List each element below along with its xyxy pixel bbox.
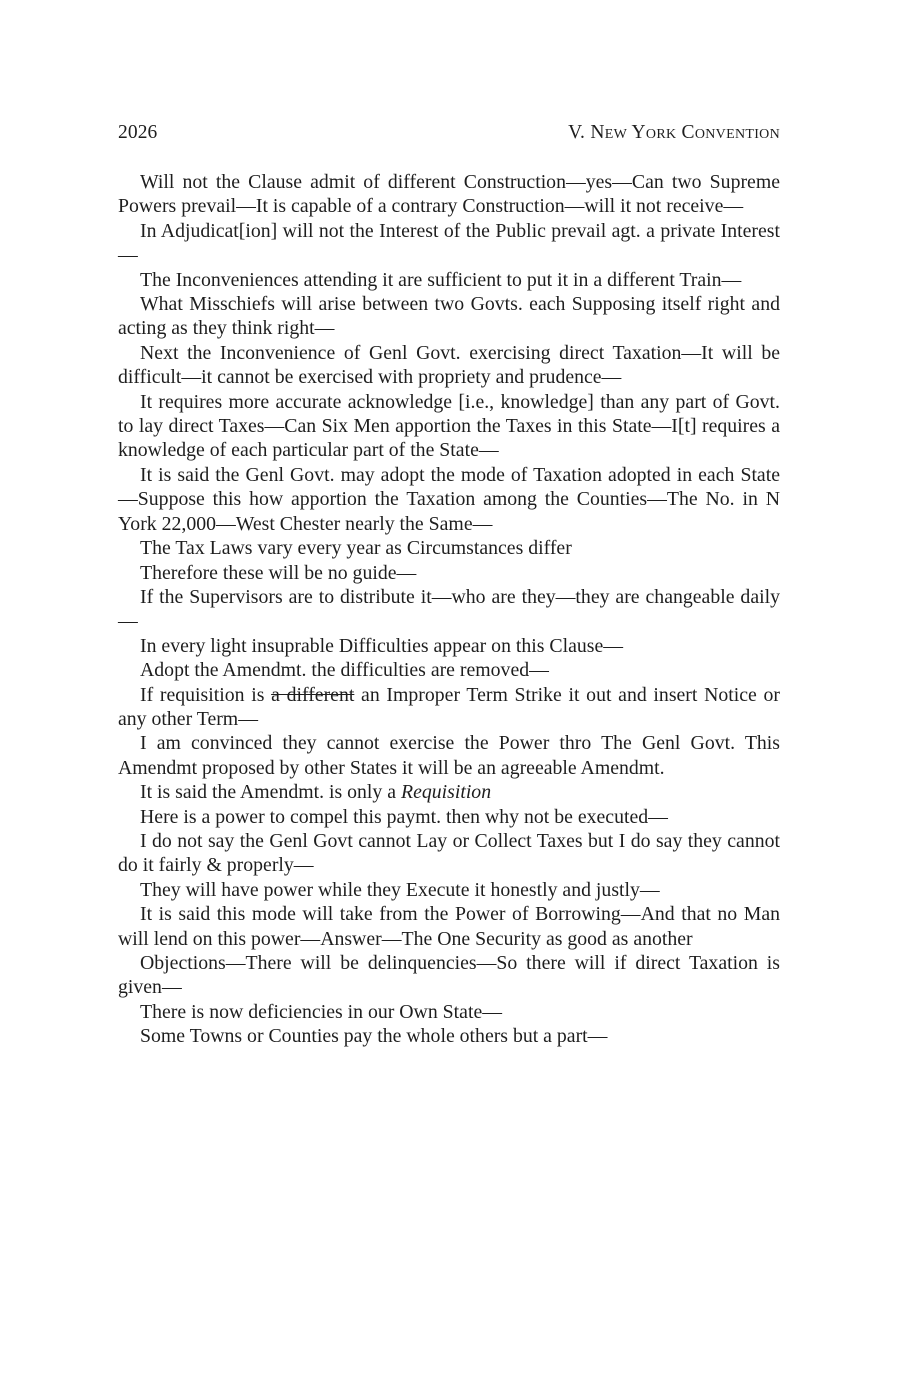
paragraph: In every light insuprable Difficulties appear on this Clause— [140,634,624,657]
paragraph: If the Supervisors are to distribute it—who are they—they are changeable daily— [118,585,780,633]
paragraph: I am convinced they cannot exercise the Power thro The Genl Govt. This Amendmt proposed by other States it will be an agreeable Amendmt. [118,732,780,779]
paragraph: I do not say the Genl Govt cannot Lay or Collect Taxes but I do say they cannot do it fairly & properly— [118,829,780,877]
document-page [118,122,780,1049]
paragraph: Will not the Clause admit of different Construction—yes—Can two Supreme Powers prevail—It is capable of a contrary Construction—will it not receive— [118,171,780,218]
paragraph: What Misschiefs will arise between two Govts. each Supposing itself right and acting as they think right— [118,293,780,340]
paragraph: Here is a power to compel this paymt. then why not be executed— [140,805,668,828]
paragraph: The Tax Laws vary every year as Circumstances differ [140,537,572,560]
page-number: 2026 [118,122,158,143]
paragraph [118,780,780,804]
paragraph: They will have power while they Execute it honestly and justly— [140,878,660,901]
running-title: V. New York Convention [568,122,780,143]
paragraph: There is now deficiencies in our Own State— [140,1000,503,1023]
paragraph-text: an Improper Term Strike it out and insert Notice or any other Term— [118,683,780,730]
paragraph: Adopt the Amendmt. the difficulties are removed— [140,659,549,682]
paragraph: Objections—There will be delinquencies—So there will if direct Taxation is given— [118,952,780,999]
struck-text: a different [271,683,355,706]
paragraph: It requires more accurate acknowledge [i.e., knowledge] than any part of Govt. to lay direct Taxes—Can Six Men apportion the Taxes in this State—I[t] requires a knowledge of each particular part of the State— [118,390,780,462]
body-text [118,170,780,1049]
paragraph [118,683,780,732]
paragraph-text: If requisition is [140,683,272,706]
running-head [118,122,780,144]
paragraph: The Inconveniences attending it are sufficient to put it in a different Train— [140,268,742,291]
paragraph: It is said the Genl Govt. may adopt the mode of Taxation adopted in each State—Suppose this how apportion the Taxation among the Counties—The No. in N York 22,000—West Chester nearly the Same— [118,463,780,535]
paragraph: In Adjudicat[ion] will not the Interest of the Public prevail agt. a private Interest— [118,219,780,267]
paragraph: It is said this mode will take from the Power of Borrowing—And that no Man will lend on this power—Answer—The One Security as good as another [118,903,780,950]
paragraph: Next the Inconvenience of Genl Govt. exercising direct Taxation—It will be difficult—it cannot be exercised with propriety and prudence— [118,341,780,389]
paragraph: Therefore these will be no guide— [140,561,417,584]
paragraph: Some Towns or Counties pay the whole others but a part— [140,1025,608,1048]
italic-text: Requisition [400,781,492,804]
paragraph-text: It is said the Amendmt. is only a [140,781,401,804]
